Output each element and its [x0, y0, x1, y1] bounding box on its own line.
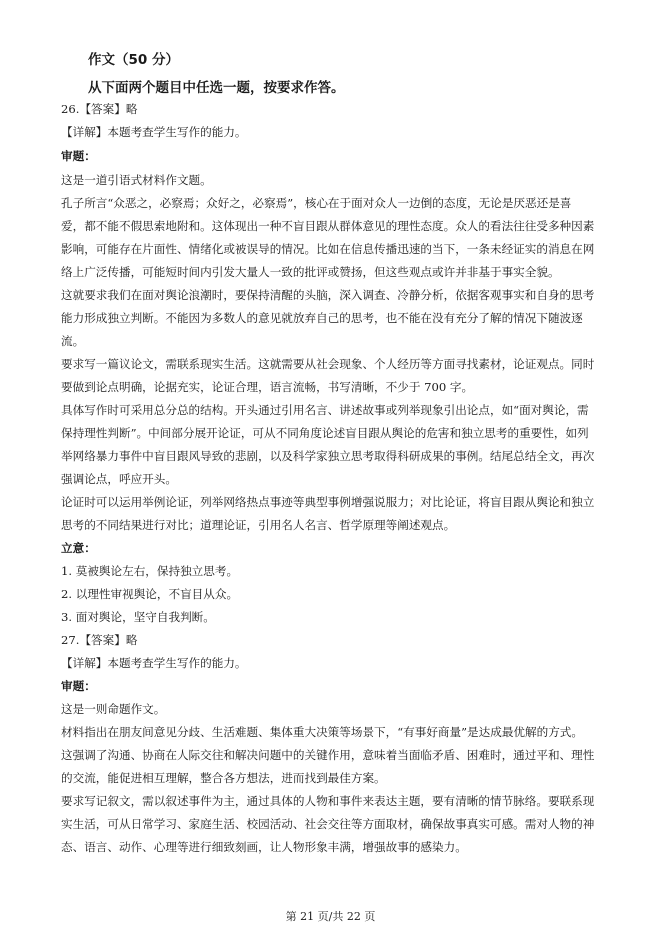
q26-review-line: 思考的不同结果进行对比；道理论证，引用名人名言、哲学原理等阐述观点。 [61, 518, 456, 532]
q26-review-line: 影响，可能存在片面性、情绪化或被误导的情况。比如在信息传播迅速的当下，一条未经证实的消息在网 [61, 242, 595, 256]
section-title: 作文（50 分） [88, 52, 179, 68]
q27-review-line: 实生活，可从日常学习、家庭生活、校园活动、社会交往等方面取材，确保故事真实可感。需对人物的神 [61, 817, 595, 831]
q26-review-line: 流。 [61, 334, 85, 348]
q26-idea-label: 立意： [61, 541, 96, 555]
q26-review-label: 审题： [61, 149, 96, 163]
q26-review-line: 论证时可以运用举例论证，列举网络热点事迹等典型事例增强说服力；对比论证，将盲目跟从舆论和独立 [61, 495, 595, 509]
q26-review-line: 要求写一篇议论文，需联系现实生活。这就需要从社会现象、个人经历等方面寻找素材，论证观点。同时 [61, 357, 595, 371]
q26-review-line: 络上广泛传播，可能短时间内引发大量人一致的批评或赞扬，但这些观点或许并非基于事实全貌。 [61, 265, 560, 279]
q26-answer: 26.【答案】略 [61, 102, 138, 116]
section-instruction: 从下面两个题目中任选一题，按要求作答。 [88, 80, 345, 96]
q27-review-line: 要求写记叙文，需以叙述事件为主，通过具体的人物和事件来表达主题，要有清晰的情节脉络。要联系现 [61, 794, 595, 808]
q27-review-line: 的交流，能促进相互理解，整合各方想法，进而找到最佳方案。 [61, 771, 386, 785]
q26-review-line: 举网络暴力事件中盲目跟风导致的悲剧，以及科学家独立思考取得科研成果的事例。结尾总结全文，再次 [61, 449, 595, 463]
q26-review-line: 强调论点，呼应开头。 [61, 472, 177, 486]
q26-review-line: 孔子所言“众恶之，必察焉；众好之，必察焉”，核心在于面对众人一边倒的态度，无论是厌恶还是喜 [61, 196, 572, 210]
q27-review-line: 态、语言、动作、心理等进行细致刻画，让人物形象丰满，增强故事的感染力。 [61, 840, 467, 854]
q27-review-line: 这强调了沟通、协商在人际交往和解决问题中的关键作用，意味着当面临矛盾、困难时，通过平和、理性 [61, 748, 595, 762]
q26-review-line: 具体写作时可采用总分总的结构。开头通过引用名言、讲述故事或列举现象引出论点，如“面对舆论，需 [61, 403, 589, 417]
q27-review-line: 这是一则命题作文。 [61, 702, 166, 716]
q26-review-line: 能力形成独立判断。不能因为多数人的意见就放弃自己的思考，也不能在没有充分了解的情况下随波逐 [61, 311, 583, 325]
q26-review-line: 这就要求我们在面对舆论浪潮时，要保持清醒的头脑，深入调查、冷静分析，依据客观事实和自身的思考 [61, 288, 595, 302]
q27-review-line: 材料指出在朋友间意见分歧、生活难题、集体重大决策等场景下，“有事好商量”是达成最优解的方式。 [61, 725, 583, 739]
q26-idea-item: 2. 以理性审视舆论，不盲目从众。 [61, 587, 239, 601]
q27-review-label: 审题： [61, 679, 96, 693]
q26-review-line: 保持理性判断”。中间部分展开论证，可从不同角度论述盲目跟从舆论的危害和独立思考的重要性，如列 [61, 426, 589, 440]
q27-detail: 【详解】本题考查学生写作的能力。 [61, 656, 247, 670]
q26-detail: 【详解】本题考查学生写作的能力。 [61, 125, 247, 139]
q26-review-line: 爱，都不能不假思索地附和。这体现出一种不盲目跟从群体意见的理性态度。众人的看法往往受多种因素 [61, 219, 595, 233]
q26-review-line: 这是一道引语式材料作文题。 [61, 173, 212, 187]
page-number: 第 21 页/共 22 页 [285, 910, 376, 923]
q26-idea-item: 3. 面对舆论，坚守自我判断。 [61, 610, 215, 624]
q26-idea-item: 1. 莫被舆论左右，保持独立思考。 [61, 564, 239, 578]
q26-review-line: 要做到论点明确，论据充实，论证合理，语言流畅，书写清晰，不少于 700 字。 [61, 380, 474, 394]
q27-answer: 27.【答案】略 [61, 633, 138, 647]
